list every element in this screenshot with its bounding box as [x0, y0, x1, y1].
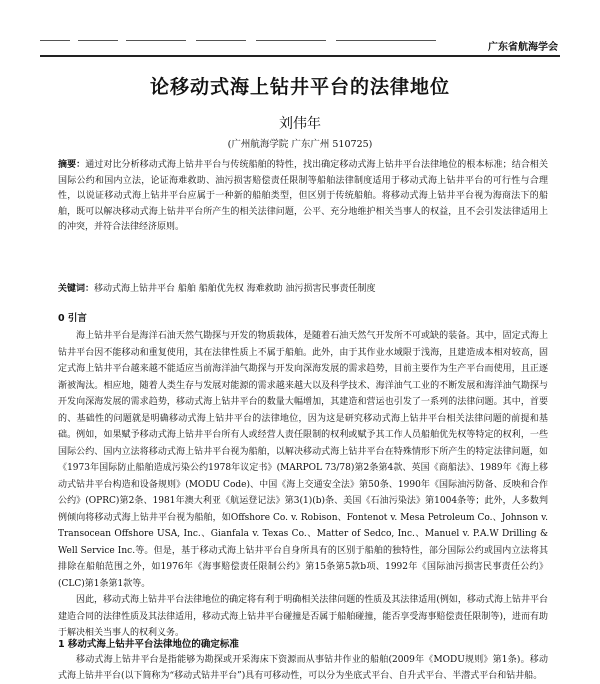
section-1-body [58, 652, 548, 684]
header-dash-2 [78, 40, 118, 41]
keywords-text: 移动式海上钻井平台 船舶 船舶优先权 海难救助 油污损害民事责任制度 [94, 284, 376, 294]
header-dash-1 [40, 40, 70, 41]
header-dash-4 [196, 40, 246, 41]
keywords [58, 282, 548, 297]
section-0-paragraph-1: 海上钻井平台是海洋石油天然气勘探与开发的物质载体，是随着石油天然气开发所不可或缺的装备。其中，固定式海上钻井平台因不能移动和重复使用，其在法律性质上不属于船舶。此外，由于其作业水域限于浅海，且建造成本相对较高，固定式海上钻井平台越来越不能适应当前海洋油气勘探与开发向深海发展的需求趋势，目前主要作为生产平台而使用，且正逐渐被淘汰。相应地，随着人类生存与发展对能源的需求越来越大以及科学技术、海洋油气工业的不断发展和海洋油气勘探与开发向深海发展的需求趋势，移动式海上钻井平台的数量大幅增加，其建造和营运也引发了一系列的法律问题。其中，首要的、基础性的问题就是明确移动式海上钻井平台的法律地位，因为这是研究移动式海上钻井平台相关法律问题的前提和基础。例如，如果赋予移动式海上钻井平台所有人或经营人责任限制的权利或赋予其工作人员船舶优先权等特定的权利，一些国际公约、国内立法将移动式海上钻井平台视为船舶，以解决移动式海上钻井平台在特殊情形下所产生的特定法律问题，如《1973年国际防止船舶造成污染公约1978年议定书》(MARPOL 73/78)第2条第4款、英国《商船法》、1989年《海上移动式钻井平台构造和设备规则》(MODU Code)、中国《海上交通安全法》第50条、1990年《国际油污防备、反映和合作公约》(OPRC)第2条、1981年澳大利亚《航运登记法》第3(1)(b)条、美国《石油污染法》第1004条等；此外，人多数判例倾向将移动式海上钻井平台视为船舶，如Offshore Co. v. Robison、Fontenot v. Mesa Petroleum Co.、Johnson v. Transocean Offshore USA, Inc.、Gianfala v. Texas Co.、Matter of Sedco, Inc.、Manuel v. P.A.W Drilling & Well Service Inc.等。但是，基于移动式海上钻井平台自身所具有的区别于船舶的独特性，部分国际公约或国内立法将其排除在船舶范围之外，如1976年《海事赔偿责任限制公约》第15条第5款b项、1992年《国际油污损害民事责任公约》(CLC)第1条第1款等。 [58, 331, 548, 589]
header-rule [40, 55, 560, 57]
header-dash-5 [256, 40, 326, 41]
paper-affiliation: (广州航海学院 广东广州 510725) [227, 139, 373, 150]
section-1-heading: 1 移动式海上钻井平台法律地位的确定标准 [58, 639, 239, 650]
keywords-label: 关键词： [58, 284, 95, 294]
abstract-text: 通过对比分析移动式海上钻井平台与传统船舶的特性，找出确定移动式海上钻井平台法律地位的根本标准；结合相关国际公约和国内立法，论证海难救助、油污损害赔偿责任限制等船舶法律制度适用于移动式海上钻井平台的可行性与合理性，以说证移动式海上钻井平台应属于一种新的船舶类型，但区别于传统船舶。将移动式海上钻井平台视为海商法下的船舶，既可以解决移动式海上钻井平台所产生的相关法律问题，公平、充分地维护相关当事人的权益，且不会引发法律适用上的冲突，并符合法律经济原则。 [58, 160, 548, 232]
header-dash-6 [336, 40, 436, 41]
society-name: 广东省航海学会 [488, 42, 558, 53]
header-dash-3 [126, 40, 186, 41]
paper-author: 刘伟年 [279, 116, 321, 132]
section-0-paragraph-2: 因此，移动式海上钻井平台法律地位的确定将有利于明确相关法律问题的性质及其法律适用(例如，移动式海上钻井平台建造合同的法律性质及其法律适用，移动式海上钻井平台碰撞是否属于船舶碰撞，能否享受海事赔偿责任限制等)，进而有助于解决相关当事人的权利义务。 [58, 595, 548, 638]
abstract [58, 158, 548, 236]
abstract-label: 摘要： [58, 160, 86, 170]
paper-title: 论移动式海上钻井平台的法律地位 [149, 76, 450, 98]
section-0-body [58, 328, 548, 642]
section-1-paragraph-1: 移动式海上钻井平台是指能够为勘探或开采海床下资源而从事钻井作业的船舶(2009年《MODU规则》第1条)。移动式海上钻井平台(以下简称为“移动式钻井平台”)具有可移动性，可以分为坐底式平台、自升式平台、半潜式平台和钻井船。 [58, 655, 548, 681]
section-0-heading: 0 引言 [58, 313, 87, 324]
